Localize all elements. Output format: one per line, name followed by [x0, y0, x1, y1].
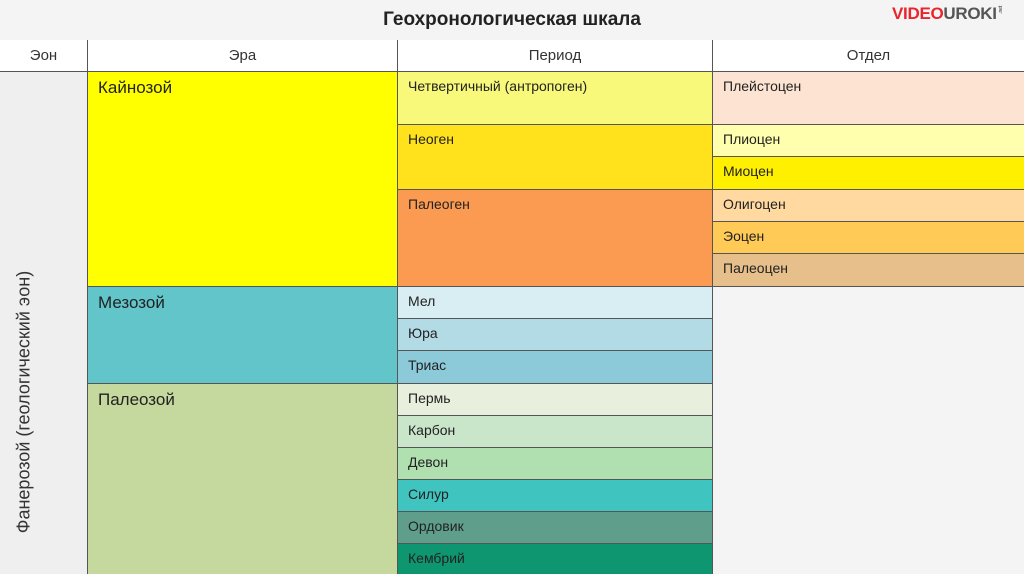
- period-jurassic: Юра: [398, 319, 713, 351]
- header-period: Период: [398, 40, 713, 72]
- division-pleistocene: Плейстоцен: [713, 72, 1024, 125]
- page-title: Геохронологическая шкала: [383, 9, 641, 30]
- division-oligocene: Олигоцен: [713, 190, 1024, 222]
- division-miocene: Миоцен: [713, 157, 1024, 190]
- era-cenozoic: Кайнозой: [88, 72, 398, 287]
- header-division: Отдел: [713, 40, 1024, 72]
- header-eon: Эон: [0, 40, 88, 72]
- period-triassic: Триас: [398, 351, 713, 384]
- header-era: Эра: [88, 40, 398, 72]
- period-paleogene: Палеоген: [398, 190, 713, 287]
- period-ordovician: Ордовик: [398, 512, 713, 544]
- era-paleozoic: Палеозой: [88, 384, 398, 574]
- videouroki-logo: VIDEO UROKI .net: [892, 4, 1004, 23]
- eon-cell: [0, 72, 88, 574]
- period-carboniferous: Карбон: [398, 416, 713, 448]
- period-neogene: Неоген: [398, 125, 713, 190]
- period-devonian: Девон: [398, 448, 713, 480]
- division-eocene: Эоцен: [713, 222, 1024, 254]
- period-quaternary: Четвертичный (антропоген): [398, 72, 713, 125]
- period-cambrian: Кембрий: [398, 544, 713, 574]
- eon-label: Фанерозой (геологический эон): [13, 270, 34, 534]
- era-mesozoic: Мезозой: [88, 287, 398, 384]
- period-silurian: Силур: [398, 480, 713, 512]
- division-pliocene: Плиоцен: [713, 125, 1024, 157]
- period-permian: Пермь: [398, 384, 713, 416]
- period-cretaceous: Мел: [398, 287, 713, 319]
- division-paleocene: Палеоцен: [713, 254, 1024, 287]
